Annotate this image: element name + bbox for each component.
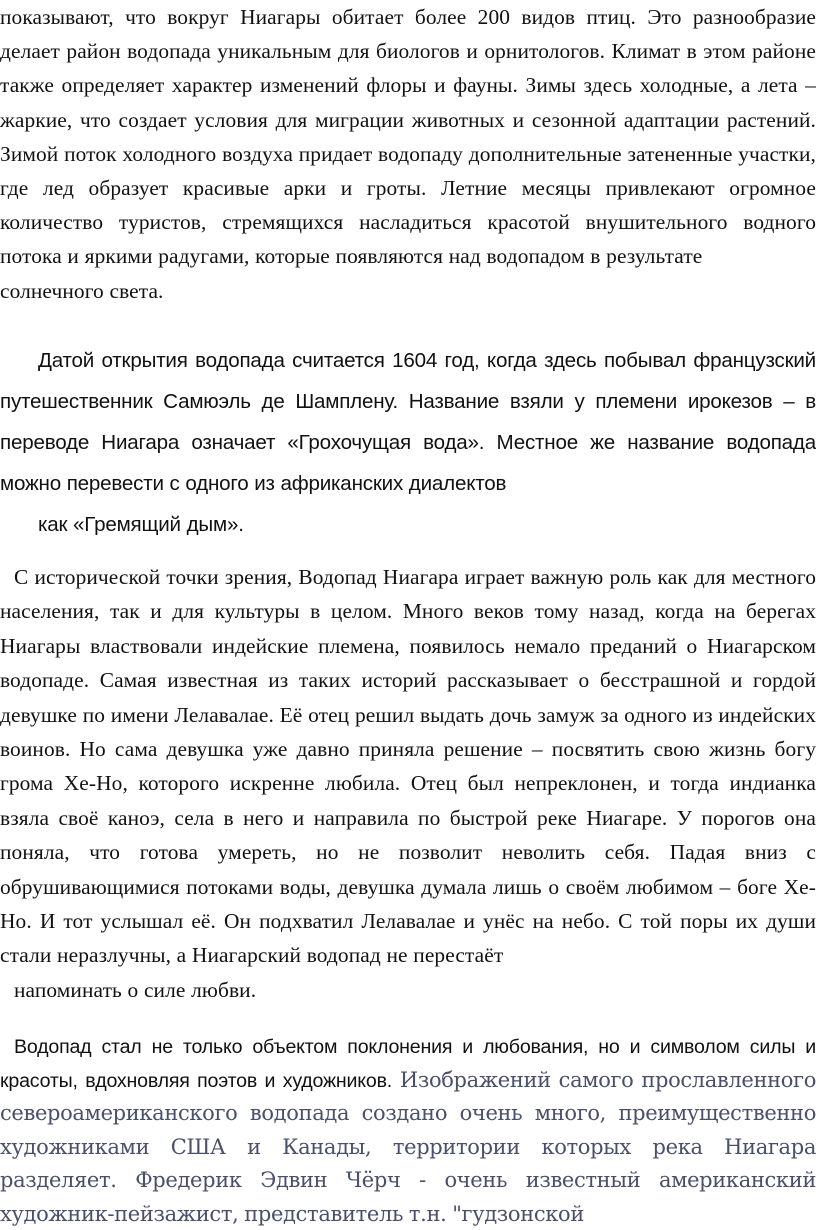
paragraph-birds-climate: [0, 0, 816, 308]
paragraph-text: показывают, что вокруг Ниагары обитает более 200 видов птиц. Это разнообразие делает район водопада уникальным для биологов и орнитологов. Климат в этом районе также определяет характер изменений флоры и фауны. Зимы здесь холодные, а лета – жаркие, что создает условия для миграции животных и сезонной адаптации растений. Зимой поток холодного воздуха придает водопаду дополнительные затененные участки, где лед образует красивые арки и гроты. Летние месяцы привлекают огромное количество туристов, стремящихся насладиться красотой внушительного водного потока и яркими радугами, которые появляются над водопадом в результате: [0, 5, 816, 269]
paragraph-last-line: напоминать о силе любви.: [14, 977, 257, 1002]
paragraph-art-symbol: [0, 1031, 816, 1230]
paragraph-text-tail: Изображений самого прославленного североамериканского водопада создано очень много, преимущественно художниками США и Канады, территории которых река Ниагара разделяет. Фредерик Эдвин Чёрч - очень известный американский художник-пейзажист, представитель т.н. "гудзонской: [0, 1067, 816, 1226]
paragraph-discovery: [0, 340, 816, 545]
paragraph-last-line: как «Гремящий дым».: [38, 513, 244, 536]
paragraph-text: С исторической точки зрения, Водопад Ниагара играет важную роль как для местного населения, так и для культуры в целом. Много веков тому назад, когда на берегах Ниагары властвовали индейские племена, появилось немало преданий о Ниагарском водопаде. Самая известная из таких историй рассказывает о бесстрашной и гордой девушке по имени Лелавалае. Её отец решил выдать дочь замуж за одного из индейских воинов. Но сама девушка уже давно приняла решение – посвятить свою жизнь богу грома Хе-Но, которого искренне любила. Отец был непреклонен, и тогда индианка взяла своё каноэ, села в него и направила по быстрой реке Ниагаре. У порогов она поняла, что готова умереть, но не позволит неволить себя. Падая вниз с обрушивающимися потоками воды, девушка думала лишь о своём любимом – боге Хе-Но. И тот услышал её. Он подхватил Лелавалае и унёс на небо. С той поры их души стали неразлучны, а Ниагарский водопад не перестаёт: [0, 565, 816, 968]
paragraph-last-line: солнечного света.: [0, 278, 164, 303]
paragraph-text: Датой открытия водопада считается 1604 год, когда здесь побывал французский путешественник Самюэль де Шамплену. Название взяли у племени ирокезов – в переводе Ниагара означает «Грохочущая вода». Местное же название водопада можно перевести с одного из африканских диалектов: [0, 349, 816, 495]
paragraph-text: Водопад стал не только объектом поклонения и любования, но и символом силы и красоты, вдохновляя поэтов и художников.: [0, 1036, 816, 1092]
paragraph-legend: [0, 560, 816, 1007]
